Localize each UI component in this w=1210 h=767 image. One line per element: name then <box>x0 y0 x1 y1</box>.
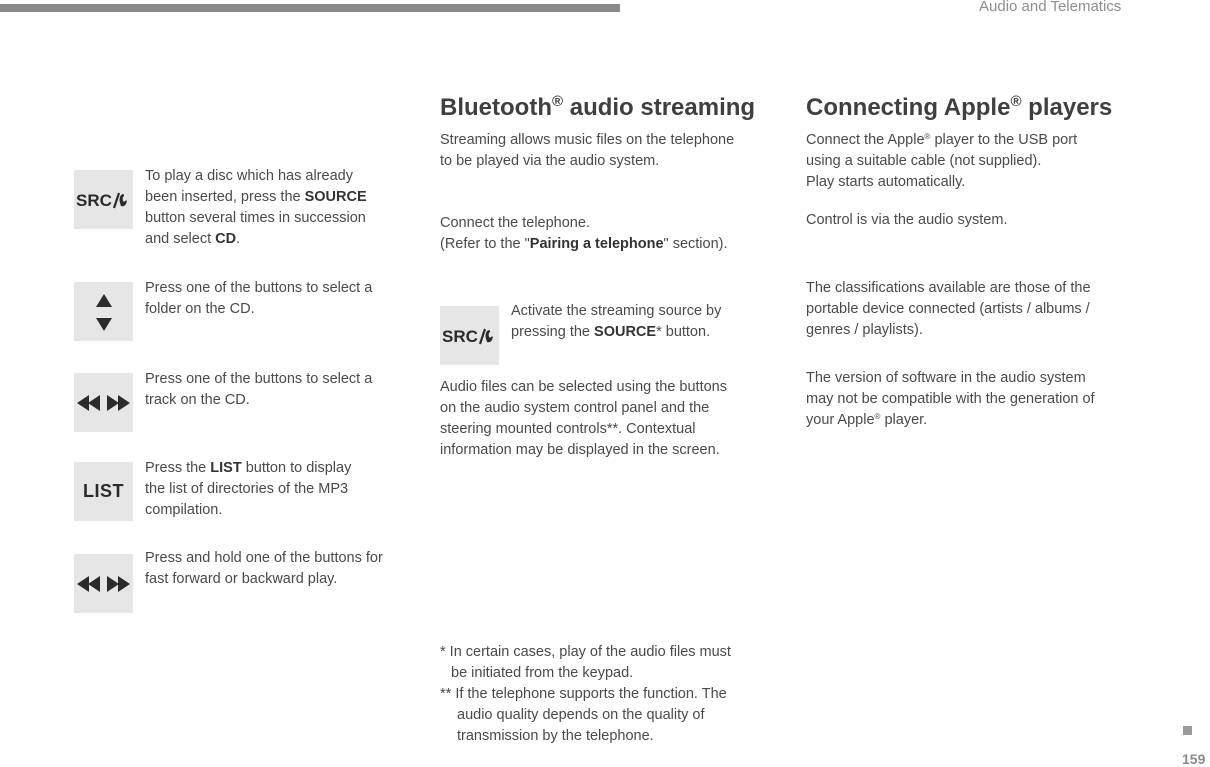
apple-heading: Connecting Apple® players <box>806 93 1113 121</box>
bluetooth-intro: Streaming allows music files on the telephone to be played via the audio system. <box>440 132 735 169</box>
list-icon <box>74 462 133 521</box>
item-track-text: Press one of the buttons to select a track on the CD. <box>145 371 373 408</box>
bluetooth-heading: Bluetooth® audio streaming <box>440 93 756 121</box>
page-marker <box>1183 726 1192 735</box>
item-list-text: Press the LIST button to display the list of directories of the MP3 compilation. <box>145 460 352 518</box>
header-bar <box>0 4 620 12</box>
apple-control: Control is via the audio system. <box>806 212 1008 228</box>
apple-connect: Connect the Apple® player to the USB port using a suitable cable (not supplied). Play starts automatically. <box>806 132 1078 190</box>
section-title: Audio and Telematics <box>979 0 1122 15</box>
bluetooth-connect: Connect the telephone. (Refer to the "Pairing a telephone" section). <box>440 215 728 252</box>
item-fast-play-text: Press and hold one of the buttons for fast forward or backward play. <box>145 550 383 587</box>
prev-next-icon <box>74 373 133 432</box>
src-phone-icon <box>74 170 133 229</box>
apple-version: The version of software in the audio system may not be compatible with the generation of your Apple® player. <box>806 370 1095 428</box>
bluetooth-audio-files: Audio files can be selected using the buttons on the audio system control panel and the steering mounted controls**. Contextual information may be displayed in the screen. <box>440 379 727 458</box>
svg-text:SRC: SRC <box>441 326 478 346</box>
page-number: 159 <box>1182 751 1206 767</box>
bluetooth-activate: Activate the streaming source by pressing the SOURCE* button. <box>511 303 722 340</box>
svg-text:SRC: SRC <box>75 190 112 210</box>
apple-classifications: The classifications available are those of the portable device connected (artists / albums / genres / playlists). <box>806 280 1091 338</box>
list-icon-label: LIST <box>83 481 124 501</box>
up-down-arrows-icon <box>74 282 133 341</box>
item-folder-text: Press one of the buttons to select a folder on the CD. <box>145 280 373 317</box>
bluetooth-footnotes: * In certain cases, play of the audio files must be initiated from the keypad. ** If the telephone supports the function. The audio quality depends on the quality of transmission by the telephone. <box>440 644 731 744</box>
fast-forward-rewind-icon <box>74 554 133 613</box>
src-phone-icon <box>440 306 499 365</box>
item-disc-text: To play a disc which has already been inserted, press the SOURCE button several times in succession and select CD. <box>145 168 367 247</box>
